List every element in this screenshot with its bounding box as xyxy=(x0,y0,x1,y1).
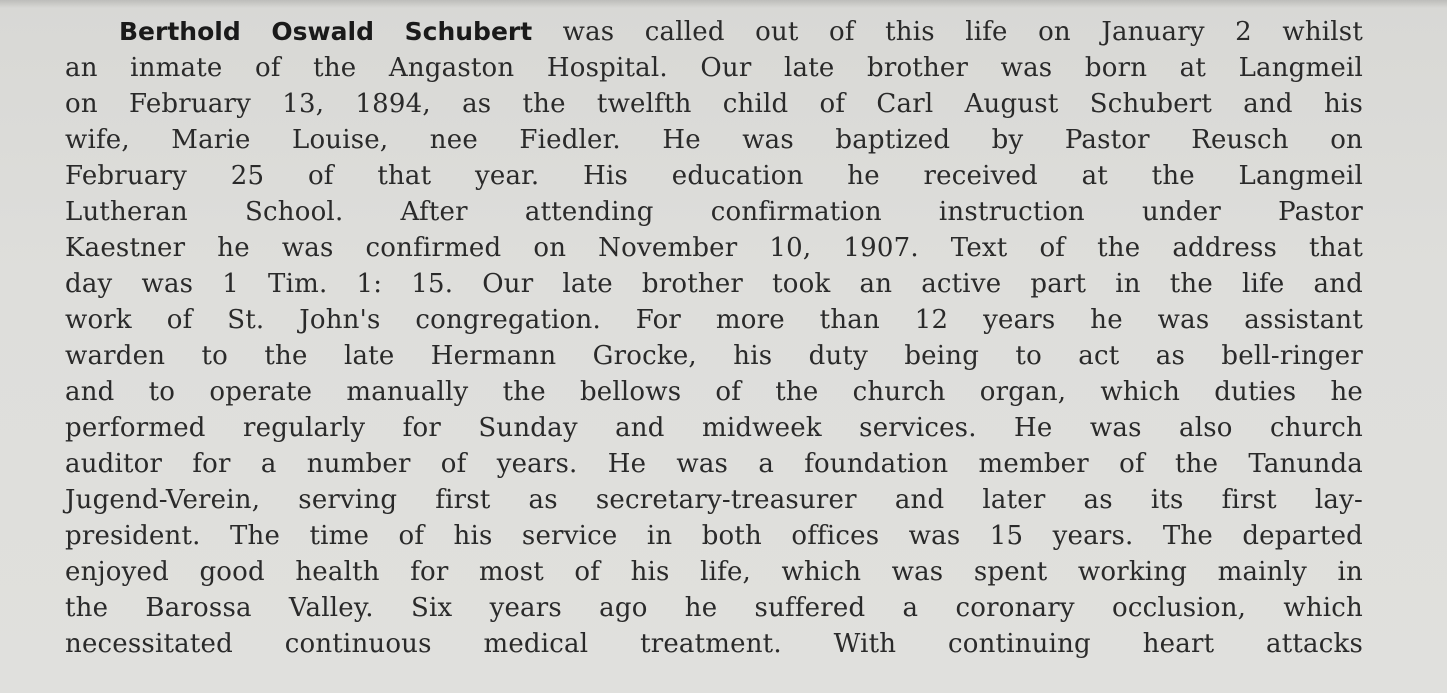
text-line: and to operate manually the bellows of the church organ, which duties he xyxy=(65,377,1363,407)
text-line: Kaestner he was confirmed on November 10, 1907. Text of the address that xyxy=(65,233,1363,263)
text-line: day was 1 Tim. 1: 15. Our late brother took an active part in the life and xyxy=(65,269,1363,299)
text-line: Jugend-Verein, serving first as secretary-treasurer and later as its first lay- xyxy=(65,485,1363,515)
page-top-shadow xyxy=(0,0,1447,8)
text-line: warden to the late Hermann Grocke, his duty being to act as bell-ringer xyxy=(65,341,1363,371)
text-line: necessitated continuous medical treatment. With continuing heart attacks xyxy=(65,629,1363,659)
text-line: performed regularly for Sunday and midweek services. He was also church xyxy=(65,413,1363,443)
text-line-content: was called out of this life on January 2 whilst xyxy=(532,17,1363,47)
obituary-text-column xyxy=(65,14,1363,662)
text-line: February 25 of that year. His education he received at the Langmeil xyxy=(65,161,1363,191)
text-line: auditor for a number of years. He was a foundation member of the Tanunda xyxy=(65,449,1363,479)
text-line: president. The time of his service in both offices was 15 years. The departed xyxy=(65,521,1363,551)
deceased-name: Berthold Oswald Schubert xyxy=(119,17,533,46)
text-line: Lutheran School. After attending confirmation instruction under Pastor xyxy=(65,197,1363,227)
text-line: the Barossa Valley. Six years ago he suffered a coronary occlusion, which xyxy=(65,593,1363,623)
text-line xyxy=(65,14,1363,50)
text-line: enjoyed good health for most of his life, which was spent working mainly in xyxy=(65,557,1363,587)
text-line: wife, Marie Louise, nee Fiedler. He was baptized by Pastor Reusch on xyxy=(65,125,1363,155)
text-line: work of St. John's congregation. For more than 12 years he was assistant xyxy=(65,305,1363,335)
text-line: on February 13, 1894, as the twelfth child of Carl August Schubert and his xyxy=(65,89,1363,119)
text-line: an inmate of the Angaston Hospital. Our late brother was born at Langmeil xyxy=(65,53,1363,83)
